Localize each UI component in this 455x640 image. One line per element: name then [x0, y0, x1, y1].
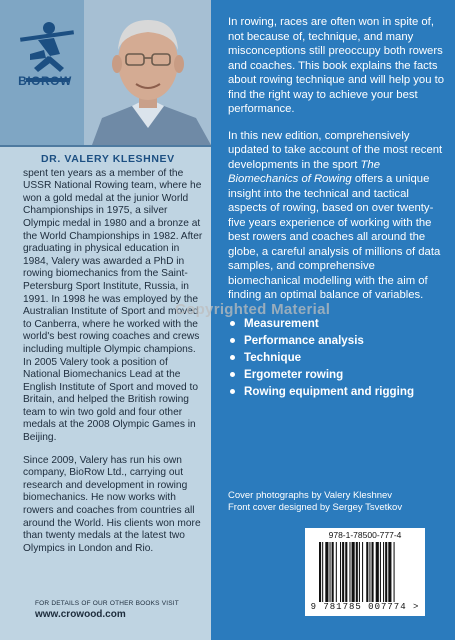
author-panel [0, 0, 211, 640]
blurb-paragraph-2 [228, 129, 446, 303]
brand-logo-text: BIOROW [18, 74, 72, 88]
blurb-text-segment: offers a unique insight into the technical and tactical aspects of rowing, based on over twenty-five years experience of working with the best rowers and coaches all around the globe, a careful analysis of millions of data samples, and comprehensive biomechanical modelling with the aim of finding an optimal balance of variables. [228, 173, 441, 301]
topic-item: Technique [228, 349, 446, 366]
topics-list [228, 315, 446, 400]
blurb-paragraph-1: In rowing, races are often won in spite of, not because of, technique, and many misconceptions still preoccupy both rowers and coaches. This book explains the facts about rowing technique and will help you to find the right way to achieve your best performance. [228, 16, 445, 115]
topic-item: Measurement [228, 315, 446, 332]
design-credit: Front cover designed by Sergey Tsvetkov [228, 502, 403, 513]
footer-label: FOR DETAILS OF OUR OTHER BOOKS VISIT [35, 600, 179, 607]
publisher-footer [35, 600, 205, 620]
isbn-label: 978-1-78500-777-4 [328, 530, 402, 540]
book-title-italic: The Biomechanics of Rowing [228, 158, 380, 185]
author-bio-paragraph: Since 2009, Valery has run his own company, BioRow Ltd., carrying out research and development in rowing biomechanics. He now works with rowers and coaches from countries all around the World. His clients won more than twenty medals at the latest two Olympics in London and Rio. [23, 454, 201, 554]
author-name: DR. VALERY KLESHNEV [41, 153, 175, 165]
bullet-icon [230, 372, 235, 377]
copyright-watermark: Copyrighted Material [175, 301, 331, 318]
bullet-icon [230, 321, 235, 326]
bullet-icon [230, 338, 235, 343]
isbn-barcode [305, 528, 425, 616]
cover-credits [228, 490, 446, 514]
bullet-icon [230, 389, 235, 394]
author-bio [23, 150, 205, 565]
author-photo [84, 0, 211, 145]
publisher-url[interactable]: www.crowood.com [35, 609, 126, 620]
topic-item: Ergometer rowing [228, 366, 446, 383]
biorow-rower-logo-icon [20, 20, 74, 100]
panel-divider [0, 145, 211, 147]
topic-item: Rowing equipment and rigging [228, 383, 446, 400]
blurb-text [228, 15, 446, 400]
bullet-icon [230, 355, 235, 360]
barcode-icon [319, 542, 419, 602]
author-bio-paragraph: spent ten years as a member of the USSR National Rowing team, where he won a gold medal at the junior World Championships in 1975, a silver Olympic medal in 1980 and a bronze at the World Championships in 1982. After graduating in physical education in 1984, Valery was awarded a PhD in rowing biomechanics from the Saint-Petersburg Sport Institute, Russia, in 1991. In 1998 he was employed by the Australian Institute of Sport and moved to Canberra, where he worked with the world's best rowing coaches and crews including multiple Olympic champions. In 2005 Valery took a position of National Biomechanics Lead at the English Institute of Sport and moved to Britain, and helped the British rowing team to win two gold and four other medals at the 2008 Olympic Games in Beijing. [23, 167, 203, 444]
photo-credit: Cover photographs by Valery Kleshnev [228, 490, 393, 501]
author-photo-band [0, 0, 211, 145]
blurb-text-segment: In this new edition, comprehensively updated to take account of the most recent developments in the sport [228, 129, 443, 171]
topic-item: Performance analysis [228, 332, 446, 349]
isbn-digits: 9 781785 007774 > [310, 602, 420, 612]
